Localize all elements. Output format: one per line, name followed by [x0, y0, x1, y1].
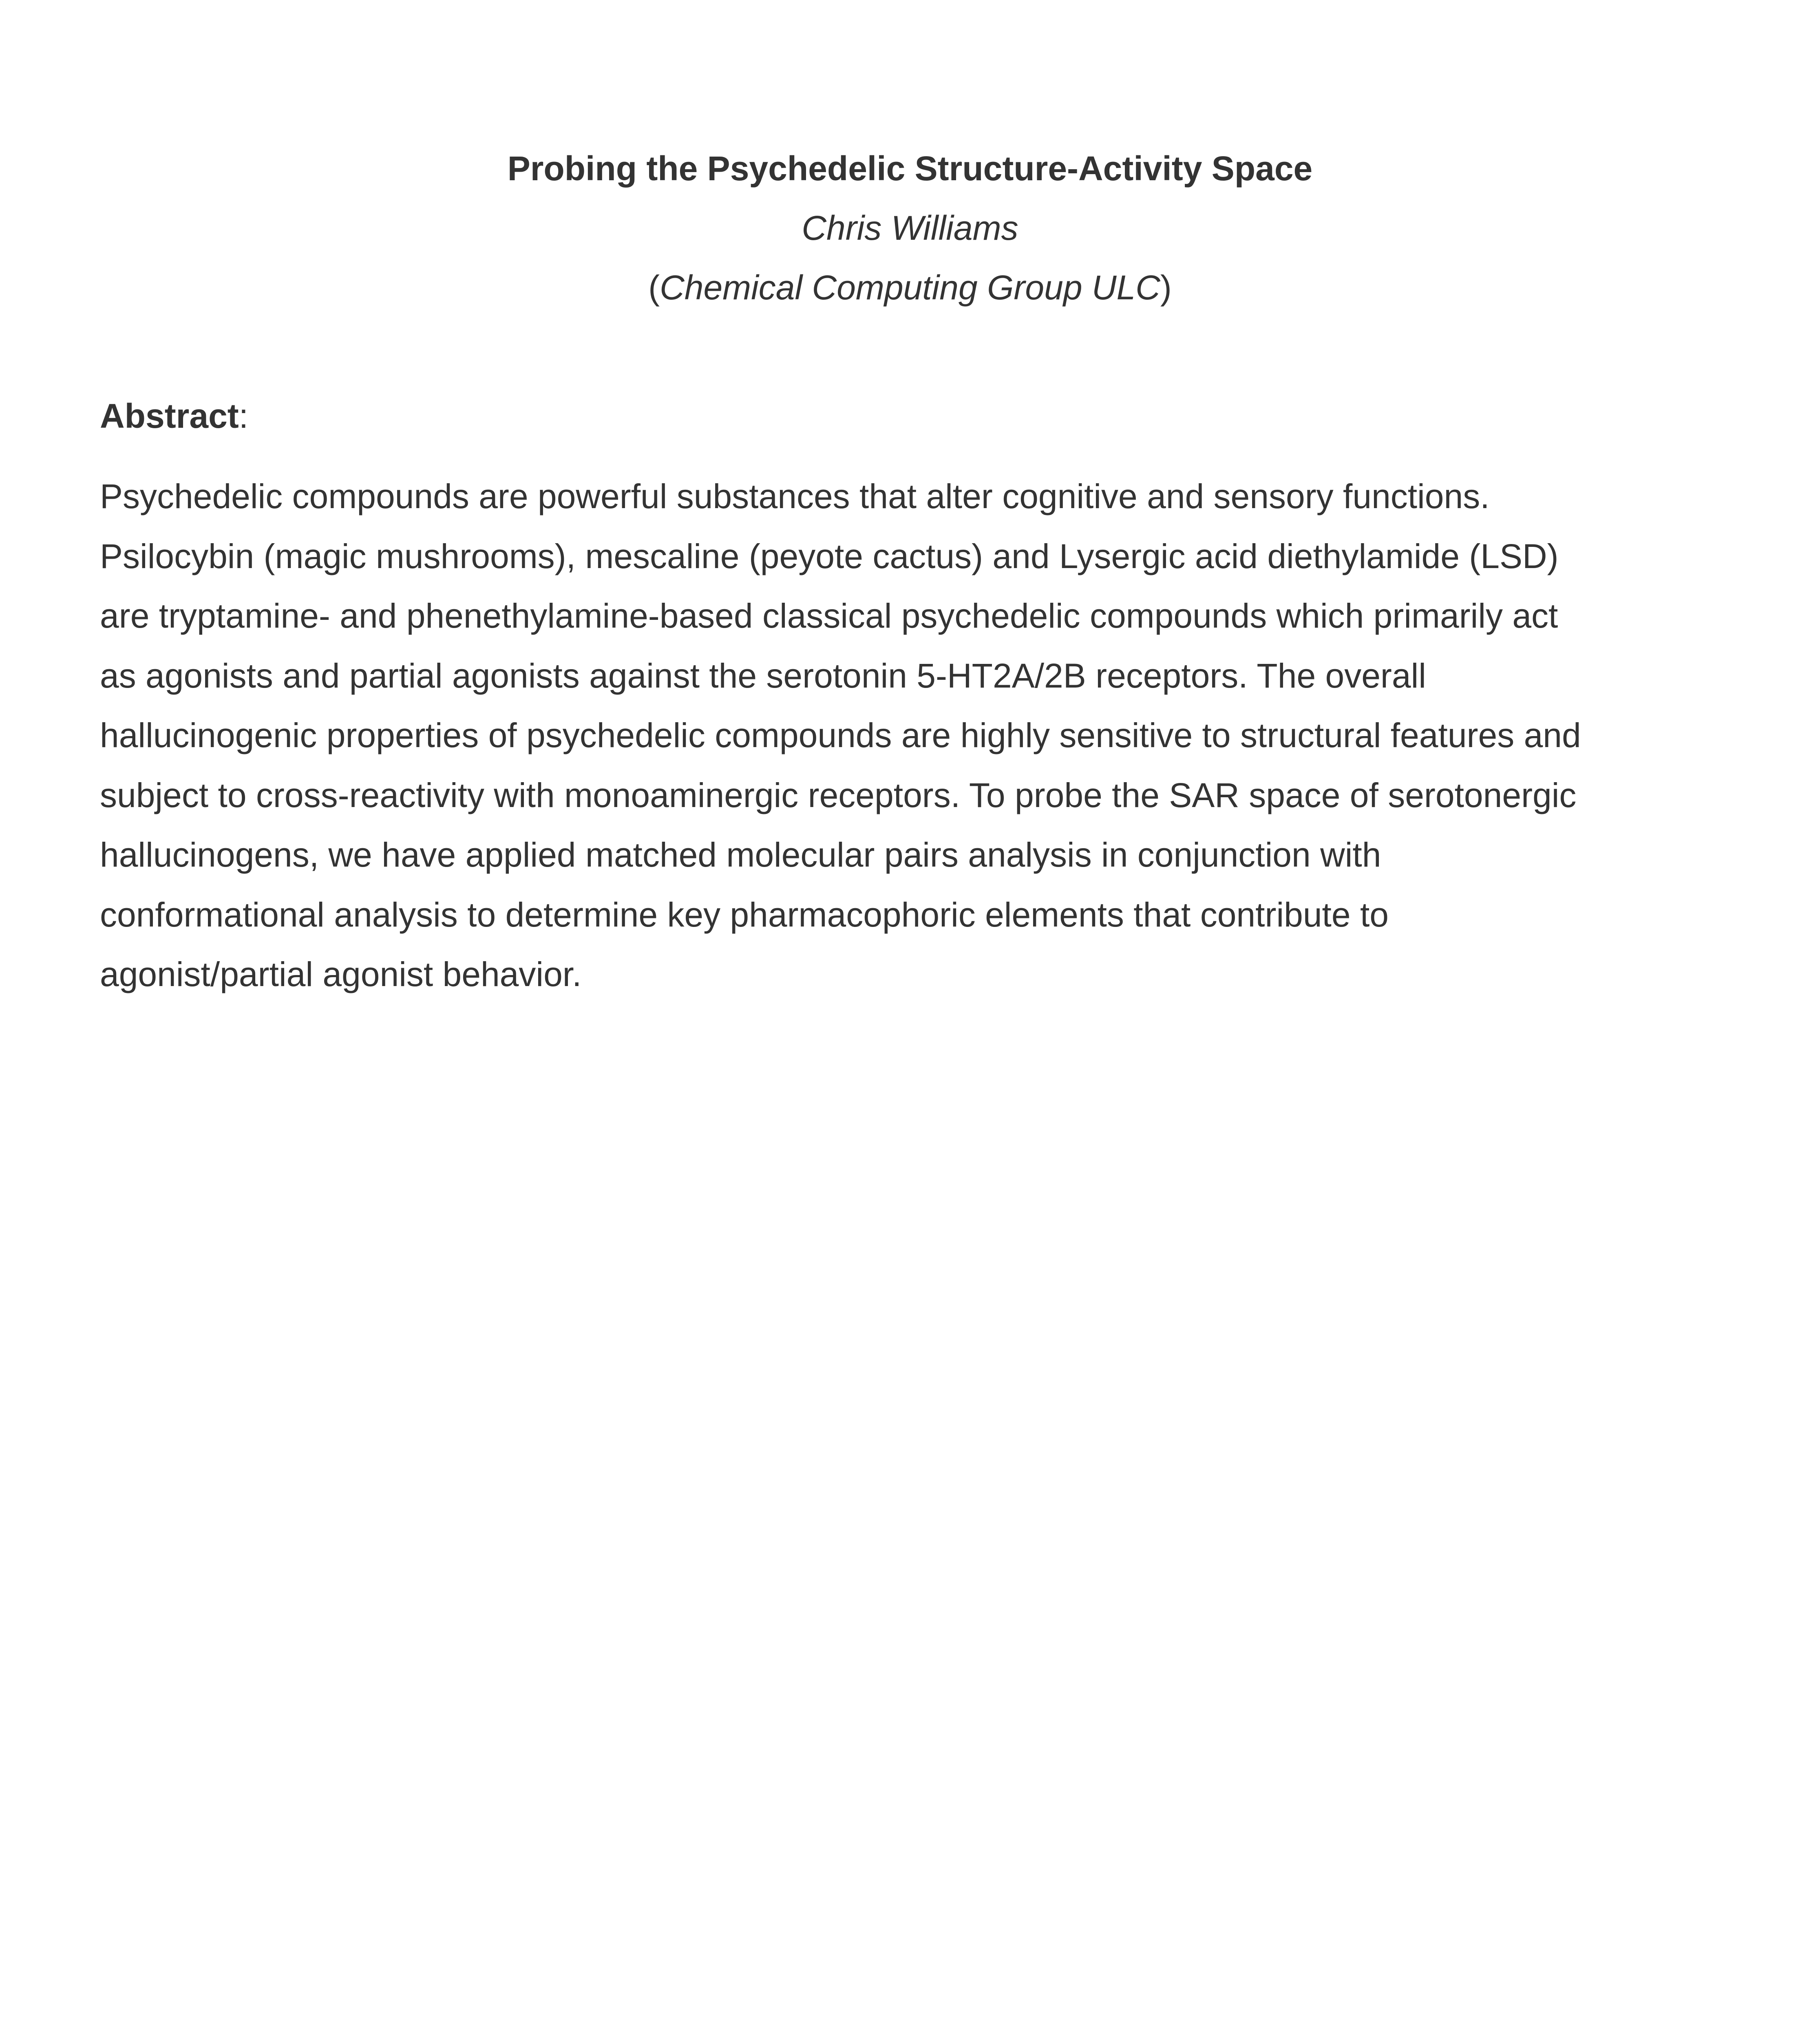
abstract-line: as agonists and partial agonists against the serotonin 5-HT2A/2B receptors. The overall: [100, 656, 1426, 695]
author-affiliation: [0, 258, 1820, 317]
abstract-label: Abstract: [100, 397, 239, 435]
document-header: [0, 139, 1820, 317]
affiliation-open-paren: (: [648, 268, 660, 307]
abstract-line: hallucinogenic properties of psychedelic compounds are highly sensitive to structural features and: [100, 716, 1581, 754]
affiliation-name: Chemical Computing Group ULC: [660, 268, 1160, 307]
abstract-line: conformational analysis to determine key pharmacophoric elements that contribute to: [100, 895, 1389, 934]
abstract-line: hallucinogens, we have applied matched molecular pairs analysis in conjunction with: [100, 836, 1381, 874]
document-title: Probing the Psychedelic Structure-Activity Space: [507, 149, 1313, 188]
abstract-line: are tryptamine- and phenethylamine-based classical psychedelic compounds which primarily act: [100, 597, 1558, 635]
abstract-heading: [100, 391, 248, 440]
abstract-line: subject to cross-reactivity with monoaminergic receptors. To probe the SAR space of serotonergic: [100, 776, 1577, 814]
abstract-body: [100, 467, 1721, 1004]
abstract-line: Psychedelic compounds are powerful substances that alter cognitive and sensory functions.: [100, 477, 1490, 515]
affiliation-close-paren: ): [1160, 268, 1172, 307]
author-name: Chris Williams: [802, 209, 1018, 247]
abstract-line: Psilocybin (magic mushrooms), mescaline (peyote cactus) and Lysergic acid diethylamide (LSD): [100, 537, 1559, 575]
abstract-line: agonist/partial agonist behavior.: [100, 955, 582, 993]
abstract-colon: :: [239, 397, 249, 435]
